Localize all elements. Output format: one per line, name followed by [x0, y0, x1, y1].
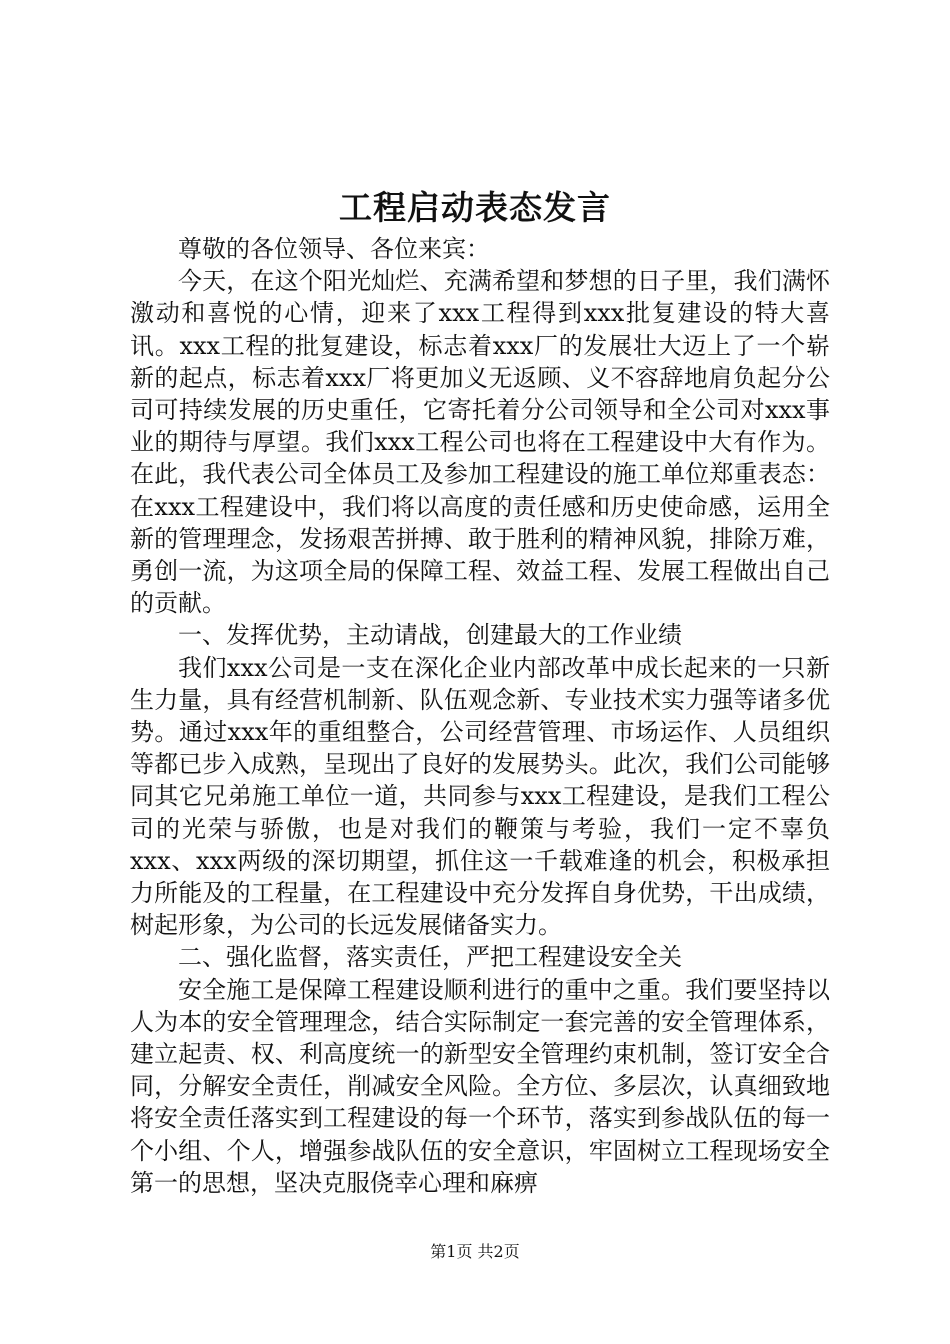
salutation: 尊敬的各位领导、各位来宾：	[178, 235, 490, 263]
section-heading-2: 二、强化监督，落实责任，严把工程建设安全关	[178, 943, 682, 972]
page-number-footer: 第1页 共2页	[430, 1242, 520, 1261]
paragraph-intro: 今天，在这个阳光灿烂、充满希望和梦想的日子里，我们满怀激动和喜悦的心情，迎来了xxx工程得到xxx批复建设的特大喜讯。xxx工程的批复建设，标志着xxx厂的发展壮大迈上了一个崭新的起点，标志着xxx厂将更加义无返顾、义不容辞地肩负起分公司可持续发展的历史重任，它寄托着分公司领导和全公司对xxx事业的期待与厚望。我们xxx工程公司也将在工程建设中大有作为。在此，我代表公司全体员工及参加工程建设的施工单位郑重表态：在xxx工程建设中，我们将以高度的责任感和历史使命感，运用全新的管理理念，发扬艰苦拼搏、敢于胜利的精神风貌，排除万难，勇创一流，为这项全局的保障工程、效益工程、发展工程做出自己的贡献。	[130, 267, 830, 618]
document-title: 工程启动表态发言	[339, 188, 611, 227]
paragraph-section-2: 安全施工是保障工程建设顺利进行的重中之重。我们要坚持以人为本的安全管理理念，结合实际制定一套完善的安全管理体系，建立起责、权、利高度统一的新型安全管理约束机制，签订安全合同，分解安全责任，削减安全风险。全方位、多层次，认真细致地将安全责任落实到工程建设的每一个环节，落实到参战队伍的每一个小组、个人，增强参战队伍的安全意识，牢固树立工程现场安全第一的思想，坚决克服侥幸心理和麻痹	[130, 975, 830, 1197]
section-heading-1: 一、发挥优势，主动请战，创建最大的工作业绩	[178, 621, 682, 650]
paragraph-section-1: 我们xxx公司是一支在深化企业内部改革中成长起来的一只新生力量，具有经营机制新、队伍观念新、专业技术实力强等诸多优势。通过xxx年的重组整合，公司经营管理、市场运作、人员组织等都已步入成熟，呈现出了良好的发展势头。此次，我们公司能够同其它兄弟施工单位一道，共同参与xxx工程建设，是我们工程公司的光荣与骄傲，也是对我们的鞭策与考验，我们一定不辜负xxx、xxx两级的深切期望，抓住这一千载难逢的机会，积极承担力所能及的工程量，在工程建设中充分发挥自身优势，干出成绩，树起形象，为公司的长远发展储备实力。	[130, 653, 830, 940]
document-body	[130, 233, 830, 1199]
